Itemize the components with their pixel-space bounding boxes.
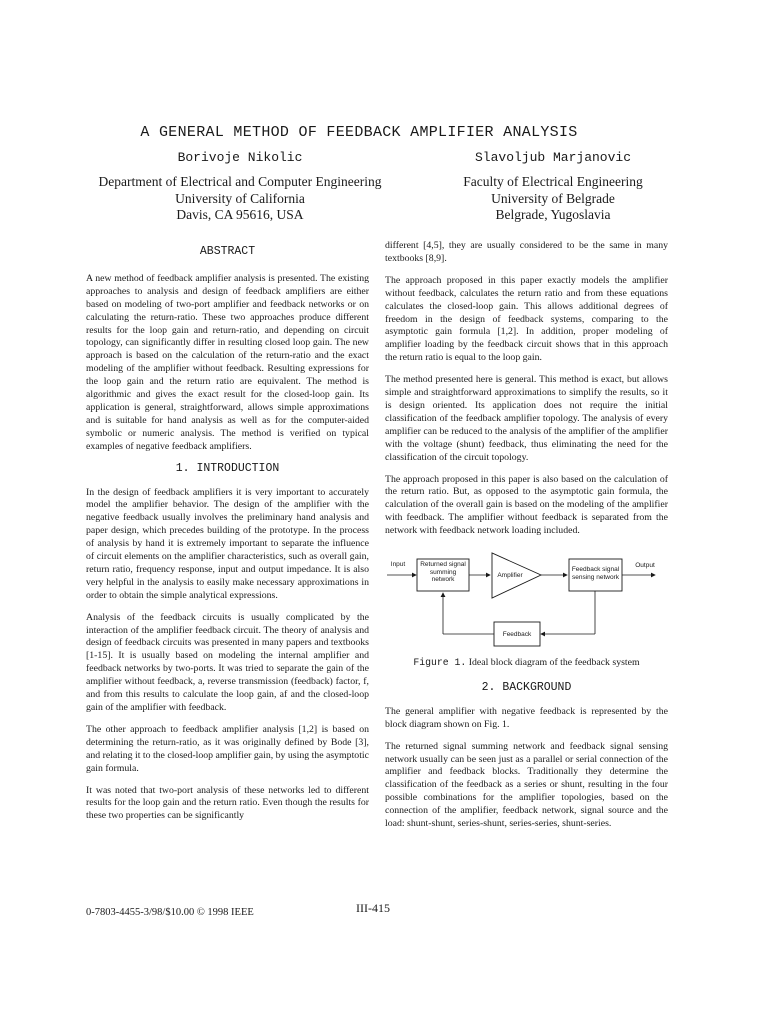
affiliation-line: Faculty of Electrical Engineering: [463, 174, 643, 189]
affiliation-line: University of Belgrade: [491, 190, 615, 206]
copyright-footer: 0-7803-4455-3/98/$10.00 © 1998 IEEE: [86, 907, 254, 918]
input-label: Input: [390, 561, 406, 569]
right-column: [385, 240, 668, 840]
affiliation-line: Belgrade, Yugoslavia: [495, 207, 611, 222]
amplifier-label: Amplifier: [497, 572, 523, 580]
output-label: Output: [635, 562, 655, 570]
author-block-2: [398, 150, 708, 224]
body-paragraph: The returned signal summing network and feedback signal sensing network usually can be seen just as a parallel or serial connection of the amplifier and feedback blocks. Traditionally they determine the classification of the feedback as a series or shunt, resulting in the four possible combinations for the amplifier topologies, based on the connection of the amplifier, feedback network, signal source and the load: shunt-shunt, series-shunt, series-series, shunt-series.: [385, 740, 668, 830]
body-paragraph: In the design of feedback amplifiers it is very important to accurately model the amplifier behavior. The design of the amplifier with the negative feedback usually involves the preliminary hand analysis and paper design, which precedes building of the prototype. In the process of analysis by hand it is extremely important to separate the influence of circuit elements on the amplifier characteristics, such as overall gain, return ratio, frequency response, input and output impedance. It is also very helpful in the analysis to easily make necessary approximations in order to obtain the simple analytical expressions.: [86, 486, 369, 601]
body-paragraph: The approach proposed in this paper exactly models the amplifier without feedback, calculates the return ratio and from these equations calculates the closed-loop gain. This allows additional degrees of freedom in the design of feedback systems, comparing to the asymptotic gain formula [1,2]. In addition, proper modeling of amplifier loading by the feedback circuit shows that in this approach the return ratio is equal to the loop gain.: [385, 274, 668, 364]
abstract-text: A new method of feedback amplifier analysis is presented. The existing approaches to analysis and design of feedback amplifiers are either based on modeling of two-port amplifier and feedback networks or on calculating the return-ratio. These two approaches produce different results for the loop gain and return-ratio, and depending on circuit topology, can significantly differ in resulting closed loop gain. The new approach is based on the calculation of the return-ratio and the exact modeling of the amplifier without feedback. Resulting expressions for the loop gain and the return ratio are equivalent. The method is algorithmic and gives the exact result for the closed-loop gain. Its application is general, straightforward, allows simple approximations and is suitable for hand analysis as well as for the computer-aided symbolic or numeric analysis. The method is verified on typical examples of negative feedback amplifiers.: [86, 272, 369, 452]
affiliation-line: Davis, CA 95616, USA: [176, 207, 304, 222]
author-block-1: [90, 150, 390, 224]
affiliation-line: University of California: [175, 190, 305, 206]
body-paragraph: different [4,5], they are usually considered to be the same in many textbooks [8,9].: [385, 240, 668, 264]
background-heading: 2. BACKGROUND: [481, 680, 572, 694]
affiliation-line: Department of Electrical and Computer Engineering: [98, 174, 382, 189]
page-number: III-415: [356, 901, 390, 915]
feedback-label: Feedback: [502, 631, 532, 639]
body-paragraph: The other approach to feedback amplifier analysis [1,2] is based on determining the return-ratio, as it was originally defined by Bode [3], and relating it to the closed-loop amplifier gain, by using the asymptotic gain formula.: [86, 723, 369, 774]
paper-title: A GENERAL METHOD OF FEEDBACK AMPLIFIER ANALYSIS: [140, 124, 578, 141]
figure-caption-prefix: Figure 1.: [413, 657, 467, 669]
author-name: Slavoljub Marjanovic: [474, 150, 632, 165]
body-paragraph: Analysis of the feedback circuits is usually complicated by the interaction of the amplifier feedback circuit. The theory of analysis and design of feedback circuits was presented in many papers and textbooks [1-15]. It is usually based on modeling the internal amplifier and feedback networks by two-ports. It was tried to separate the gain of the amplifier without feedback, a, reverse transmission (feedback) factor, f, and from this results to calculate the loop gain, af and the closed-loop gain of the amplifier with feedback.: [86, 611, 369, 713]
body-paragraph: The approach proposed in this paper is also based on the calculation of the return ratio. But, as opposed to the asymptotic gain formula, the calculation of the overall gain is based on the modeling of the amplifier with feedback. The amplifier without feedback is separated from the network with feedback network loading included.: [385, 473, 668, 537]
summing-network-label: Returned signal summing network: [420, 561, 466, 584]
body-paragraph: The general amplifier with negative feedback is represented by the block diagram shown on Fig. 1.: [385, 705, 668, 730]
author-name: Borivoje Nikolic: [177, 150, 303, 165]
block-diagram-figure: [385, 548, 668, 653]
left-column: [86, 240, 369, 832]
sensing-network-label: Feedback signal sensing network: [571, 566, 620, 581]
body-paragraph: It was noted that two-port analysis of these networks led to different results for the loop gain and the return ratio. Even though the results for these two properties can be significantly: [86, 784, 369, 822]
introduction-heading: 1. INTRODUCTION: [175, 461, 280, 475]
abstract-heading: ABSTRACT: [199, 245, 256, 258]
figure-caption-text: Ideal block diagram of the feedback system: [468, 657, 640, 669]
body-paragraph: The method presented here is general. This method is exact, but allows simple and straightforward approximations to simplify the results, so it is design oriented. Its application does not require the initial classification of the feedback amplifier topology. The analysis of every amplifier can be reduced to the analysis of the amplifier of the amplifier with the voltage (shunt) feedback, thus eliminating the need for the classification of the circuit topology.: [385, 374, 668, 463]
figure-caption: [385, 657, 668, 670]
